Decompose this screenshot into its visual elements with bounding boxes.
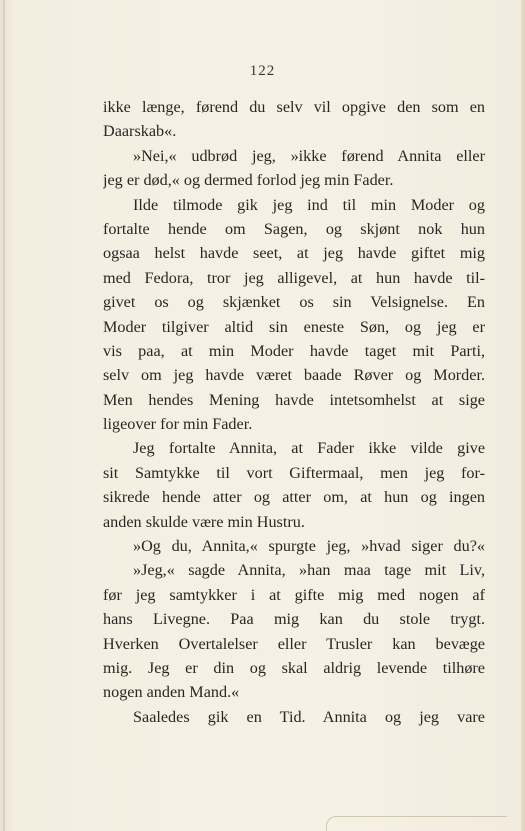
text-line: fortalte hende om Sagen, og skjønt nok hun xyxy=(103,219,485,238)
text-line: Men hendes Mening havde intetsomhelst at sige xyxy=(103,390,485,409)
text-line: »Og du, Annita,« spurgte jeg, »hvad siger du?« xyxy=(133,537,485,556)
text-line: »Nei,« udbrød jeg, »ikke førend Annita eller xyxy=(133,146,485,165)
page-gutter xyxy=(3,0,5,831)
text-line: Moder tilgiver altid sin eneste Søn, og jeg er xyxy=(103,317,485,336)
text-line: Ilde tilmode gik jeg ind til min Moder og xyxy=(133,195,485,214)
text-line: mig. Jeg er din og skal aldrig levende tilhøre xyxy=(103,658,485,677)
text-line: Saaledes gik en Tid. Annita og jeg vare xyxy=(133,707,485,726)
page-number: 122 xyxy=(249,63,276,79)
text-line: ikke længe, førend du selv vil opgive den som en xyxy=(103,98,485,116)
text-line: vis paa, at min Moder havde taget mit Parti, xyxy=(103,341,485,360)
text-line: Daarskab«. xyxy=(103,122,177,141)
body-text xyxy=(103,95,485,729)
page-corner-mark xyxy=(326,816,507,831)
text-line: med Fedora, tror jeg alligevel, at hun havde til- xyxy=(103,268,485,287)
text-line: jeg er død,« og dermed forlod jeg min Fader. xyxy=(103,171,394,190)
text-line: sit Samtykke til vort Giftermaal, men jeg for- xyxy=(103,463,485,482)
text-line: selv om jeg havde været baade Røver og Morder. xyxy=(103,366,485,385)
text-line: ogsaa helst havde seet, at jeg havde giftet mig xyxy=(103,244,485,263)
text-line: nogen anden Mand.« xyxy=(103,683,240,702)
text-line: hans Livegne. Paa mig kan du stole trygt. xyxy=(103,610,485,629)
text-line: sikrede hende atter og atter om, at hun og ingen xyxy=(103,488,485,507)
text-line: »Jeg,« sagde Annita, »han maa tage mit Liv, xyxy=(133,561,485,580)
text-line: før jeg samtykker i at gifte mig med nogen af xyxy=(103,585,485,604)
page-edge xyxy=(521,0,525,831)
text-line: Jeg fortalte Annita, at Fader ikke vilde give xyxy=(133,439,485,458)
text-line: givet os og skjænket os sin Velsignelse. En xyxy=(103,293,485,312)
text-line: Hverken Overtalelser eller Trusler kan bevæge xyxy=(103,634,485,653)
text-line: ligeover for min Fader. xyxy=(103,415,253,434)
text-line: anden skulde være min Hustru. xyxy=(103,512,305,531)
